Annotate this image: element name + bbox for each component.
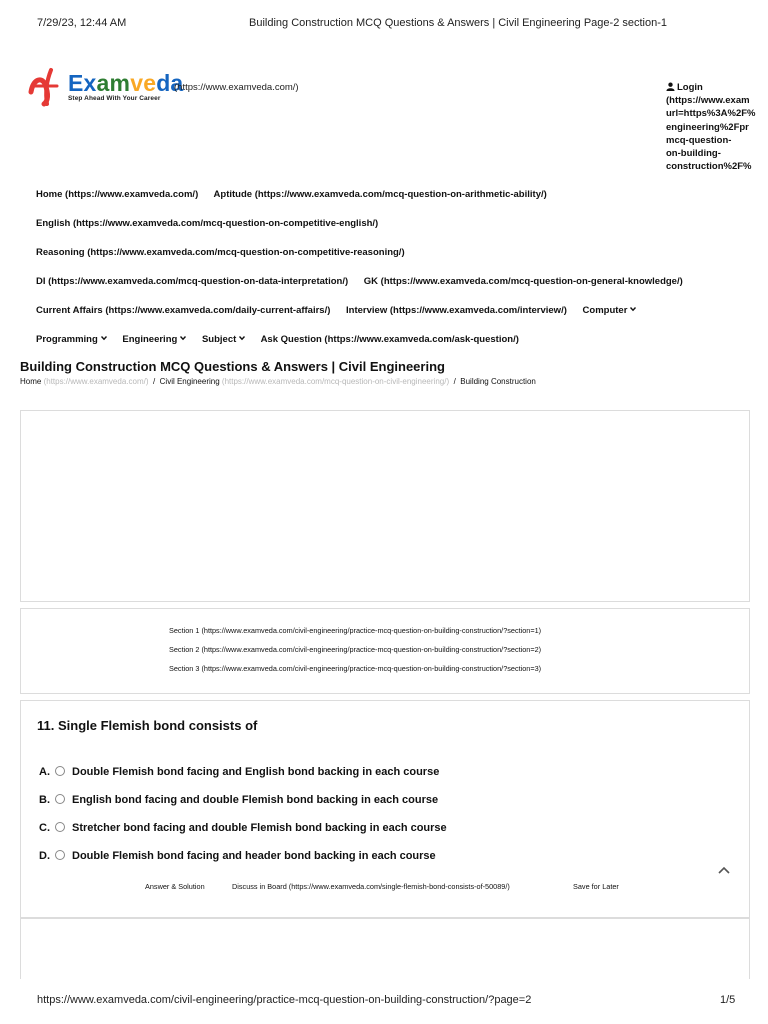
breadcrumb-home-url: (https://www.examveda.com/)	[43, 377, 149, 386]
option-d[interactable]	[39, 850, 436, 862]
login-url-line: mcq-question-	[666, 134, 732, 146]
option-a[interactable]	[39, 766, 439, 778]
breadcrumb-civil-engineering[interactable]: Civil Engineering	[159, 377, 220, 386]
print-date: 7/29/23, 12:44 AM	[37, 17, 127, 29]
breadcrumb	[20, 377, 536, 386]
question-title	[37, 718, 257, 733]
breadcrumb-home[interactable]: Home	[20, 377, 42, 386]
option-letter: A.	[39, 766, 50, 778]
nav-reasoning[interactable]: Reasoning (https://www.examveda.com/mcq-question-on-competitive-reasoning/)	[36, 247, 405, 258]
login-link[interactable]	[666, 81, 768, 173]
nav-row	[36, 247, 418, 258]
nav-di[interactable]: DI (https://www.examveda.com/mcq-question-on-data-interpretation/)	[36, 276, 349, 287]
nav-current-affairs[interactable]: Current Affairs (https://www.examveda.com/daily-current-affairs/)	[36, 305, 331, 316]
section-link[interactable]: Section 3 (https://www.examveda.com/civil-engineering/practice-mcq-question-on-building-construction/?section=3)	[169, 664, 542, 673]
question-number: 11.	[37, 718, 55, 733]
examveda-logo-icon[interactable]	[27, 66, 69, 108]
option-text: Double Flemish bond facing and English bond backing in each course	[72, 766, 440, 778]
logo-tagline: Step Ahead With Your Career	[68, 95, 161, 102]
discuss-link[interactable]: Discuss in Board (https://www.examveda.com/single-flemish-bond-consists-of-50089/)	[232, 882, 510, 891]
option-c[interactable]	[39, 822, 447, 834]
login-url-line: url=https%3A%2F%	[666, 108, 756, 120]
nav-row	[36, 189, 560, 200]
option-text: English bond facing and double Flemish bond backing in each course	[72, 794, 439, 806]
nav-programming[interactable]	[36, 334, 107, 345]
login-url-line: (https://www.exam	[666, 95, 750, 107]
login-url-line: construction%2F%	[666, 161, 752, 173]
breadcrumb-separator: /	[453, 377, 456, 386]
radio-button[interactable]	[55, 822, 65, 832]
ad-placeholder	[20, 410, 750, 602]
nav-english[interactable]: English (https://www.examveda.com/mcq-question-on-competitive-english/)	[36, 218, 379, 229]
chevron-down-icon	[180, 335, 186, 341]
option-b[interactable]	[39, 794, 438, 806]
sections-panel	[20, 608, 750, 694]
question-card	[20, 700, 750, 918]
nav-row	[36, 218, 391, 229]
section-link[interactable]: Section 2 (https://www.examveda.com/civil-engineering/practice-mcq-question-on-building-construction/?section=2)	[169, 645, 542, 654]
nav-gk[interactable]: GK (https://www.examveda.com/mcq-question-on-general-knowledge/)	[363, 276, 683, 287]
radio-button[interactable]	[55, 850, 65, 860]
breadcrumb-current: Building Construction	[460, 377, 536, 386]
chevron-down-icon	[239, 335, 245, 341]
option-letter: C.	[39, 822, 50, 834]
chevron-down-icon	[630, 306, 636, 312]
footer-url: https://www.examveda.com/civil-engineering/practice-mcq-question-on-building-construction/?page=2	[37, 994, 532, 1006]
option-text: Stretcher bond facing and double Flemish bond backing in each course	[72, 822, 447, 834]
breadcrumb-separator: /	[152, 377, 156, 386]
save-for-later-button[interactable]: Save for Later	[573, 882, 619, 891]
nav-engineering-label: Engineering	[122, 334, 178, 345]
nav-row	[36, 334, 532, 345]
nav-computer-label: Computer	[582, 305, 628, 316]
nav-aptitude[interactable]: Aptitude (https://www.examveda.com/mcq-question-on-arithmetic-ability/)	[213, 189, 547, 200]
login-label: Login	[677, 82, 703, 93]
page-counter: 1/5	[720, 994, 736, 1006]
print-title: Building Construction MCQ Questions & Answers | Civil Engineering Page-2 section-1	[249, 17, 667, 29]
next-question-card	[20, 918, 750, 979]
login-url-line: on-building-	[666, 148, 721, 160]
nav-row	[36, 305, 649, 316]
page-title: Building Construction MCQ Questions & Answers | Civil Engineering	[20, 359, 445, 374]
nav-home[interactable]: Home (https://www.examveda.com/)	[36, 189, 199, 200]
section-link[interactable]: Section 1 (https://www.examveda.com/civil-engineering/practice-mcq-question-on-building-construction/?section=1)	[169, 626, 542, 635]
breadcrumb-civil-url: (https://www.examveda.com/mcq-question-on-civil-engineering/)	[221, 377, 450, 386]
logo-wordmark[interactable]: Examveda	[68, 70, 184, 96]
logo-url[interactable]: (https://www.examveda.com/)	[174, 82, 299, 93]
user-icon	[666, 82, 675, 91]
radio-button[interactable]	[55, 794, 65, 804]
option-letter: D.	[39, 850, 50, 862]
nav-ask-question[interactable]: Ask Question (https://www.examveda.com/ask-question/)	[260, 334, 519, 345]
chevron-up-icon[interactable]	[717, 865, 731, 875]
option-text: Double Flemish bond facing and header bond backing in each course	[72, 850, 436, 862]
nav-computer[interactable]	[583, 305, 637, 316]
chevron-down-icon	[101, 335, 107, 341]
nav-programming-label: Programming	[36, 334, 98, 345]
nav-engineering[interactable]	[122, 334, 186, 345]
login-url-line: engineering%2Fpr	[666, 121, 749, 133]
answer-solution-button[interactable]: Answer & Solution	[145, 882, 205, 891]
radio-button[interactable]	[55, 766, 65, 776]
nav-row	[36, 276, 696, 287]
option-letter: B.	[39, 794, 50, 806]
nav-subject[interactable]	[202, 334, 245, 345]
question-text: Single Flemish bond consists of	[57, 718, 258, 733]
nav-interview[interactable]: Interview (https://www.examveda.com/interview/)	[346, 305, 567, 316]
nav-subject-label: Subject	[201, 334, 237, 345]
